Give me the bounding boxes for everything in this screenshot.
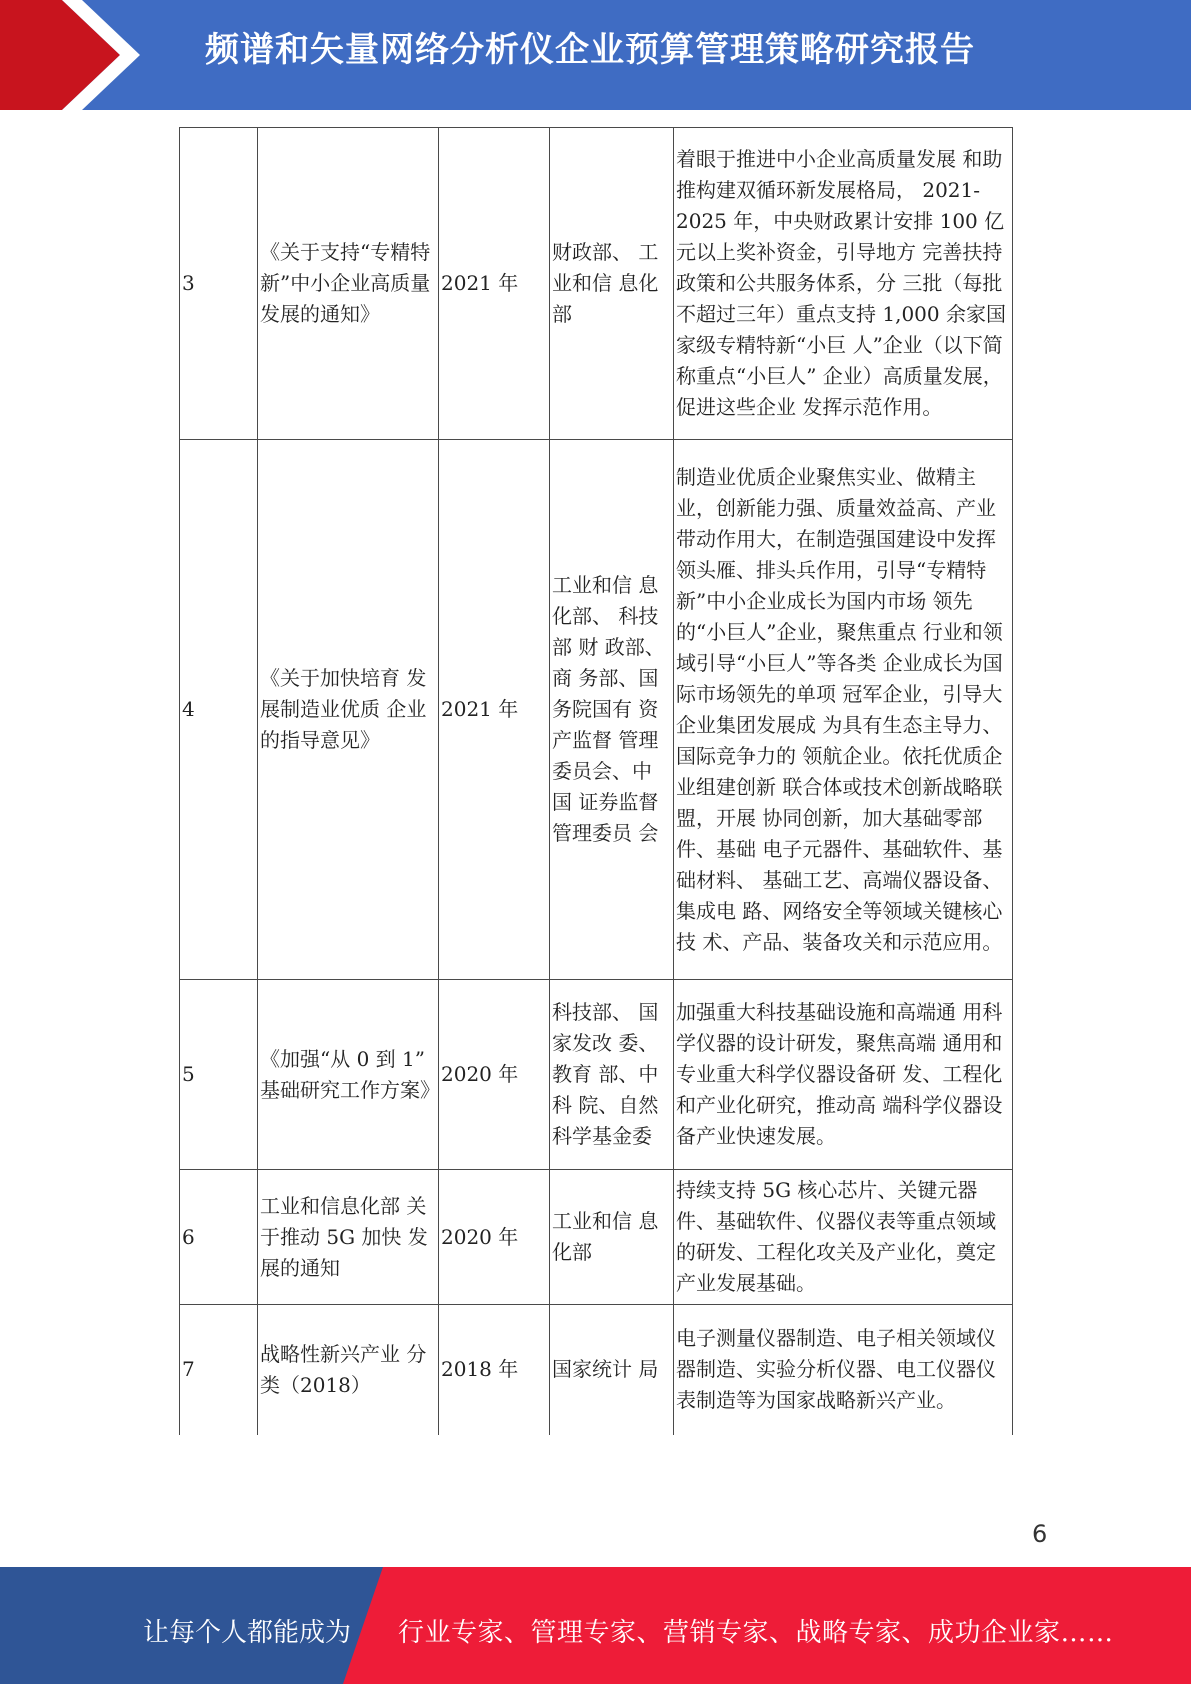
cell-year: 2021 年 xyxy=(439,128,550,440)
cell-department: 科技部、 国家发改 委、教育 部、中科 院、自然科学基金委 xyxy=(550,980,674,1170)
cell-content: 着眼于推进中小企业高质量发展 和助推构建双循环新发展格局， 2021-2025 年，中央财政累计安排 100 亿元以上奖补资金，引导地方 完善扶持政策和公共服务体系，分 三批（每批不超过三年）重点支持 1,000 余家国家级专精特新“小巨 人”企业（以下简称重点“小巨人” 企业）高质量发展，促进这些企业 发挥示范作用。 xyxy=(674,128,1013,440)
table-row xyxy=(180,1305,1013,1435)
footer-slogan-left: 让每个人都能成为 xyxy=(143,1618,352,1648)
cell-no: 5 xyxy=(180,980,258,1170)
header-arrow-decoration xyxy=(0,0,150,110)
cell-department: 工业和信 息化部、 科技部 财 政部、商 务部、国 务院国有 资产监督 管理委员会、中国 证券监督 管理委员 会 xyxy=(550,440,674,980)
cell-no: 4 xyxy=(180,440,258,980)
cell-year: 2020 年 xyxy=(439,1170,550,1305)
cell-policy-name: 战略性新兴产业 分类（2018） xyxy=(258,1305,439,1435)
cell-policy-name: 《关于支持“专精特新”中小企业高质量发展的通知》 xyxy=(258,128,439,440)
table-row xyxy=(180,1170,1013,1305)
cell-no: 7 xyxy=(180,1305,258,1435)
cell-department: 财政部、 工业和信 息化部 xyxy=(550,128,674,440)
report-title: 频谱和矢量网络分析仪企业预算管理策略研究报告 xyxy=(205,30,975,70)
page-header xyxy=(0,0,1191,110)
cell-content: 加强重大科技基础设施和高端通 用科学仪器的设计研发，聚焦高端 通用和专业重大科学仪器设备研 发、工程化和产业化研究，推动高 端科学仪器设备产业快速发展。 xyxy=(674,980,1013,1170)
cell-policy-name: 《加强“从 0 到 1” 基础研究工作方案》 xyxy=(258,980,439,1170)
cell-department: 工业和信 息化部 xyxy=(550,1170,674,1305)
table-row xyxy=(180,440,1013,980)
cell-policy-name: 《关于加快培育 发展制造业优质 企业的指导意见》 xyxy=(258,440,439,980)
cell-no: 3 xyxy=(180,128,258,440)
cell-year: 2021 年 xyxy=(439,440,550,980)
policy-table xyxy=(179,127,1013,1435)
cell-content: 持续支持 5G 核心芯片、关键元器件、基础软件、仪器仪表等重点领域的研发、工程化攻关及产业化，奠定产业发展基础。 xyxy=(674,1170,1013,1305)
page-number: 6 xyxy=(1032,1520,1048,1548)
cell-content: 电子测量仪器制造、电子相关领域仪器制造、实验分析仪器、电工仪器仪表制造等为国家战略新兴产业。 xyxy=(674,1305,1013,1435)
footer-slogan-right: 行业专家、管理专家、营销专家、战略专家、成功企业家…… xyxy=(398,1618,1114,1648)
cell-no: 6 xyxy=(180,1170,258,1305)
cell-year: 2020 年 xyxy=(439,980,550,1170)
cell-year: 2018 年 xyxy=(439,1305,550,1435)
cell-policy-name: 工业和信息化部 关于推动 5G 加快 发展的通知 xyxy=(258,1170,439,1305)
table-row xyxy=(180,980,1013,1170)
cell-department: 国家统计 局 xyxy=(550,1305,674,1435)
cell-content: 制造业优质企业聚焦实业、做精主业，创新能力强、质量效益高、产业带动作用大，在制造强国建设中发挥领头雁、排头兵作用，引导“专精特新”中小企业成长为国内市场 领先的“小巨人”企业，聚焦重点 行业和领域引导“小巨人”等各类 企业成长为国际市场领先的单项 冠军企业，引导大企业集团发展成 为具有生态主导力、国际竞争力的 领航企业。依托优质企业组建创新 联合体或技术创新战略联盟，开展 协同创新，加大基础零部件、基础 电子元器件、基础软件、基础材料、 基础工艺、高端仪器设备、集成电 路、网络安全等领域关键核心技 术、产品、装备攻关和示范应用。 xyxy=(674,440,1013,980)
table-row xyxy=(180,128,1013,440)
